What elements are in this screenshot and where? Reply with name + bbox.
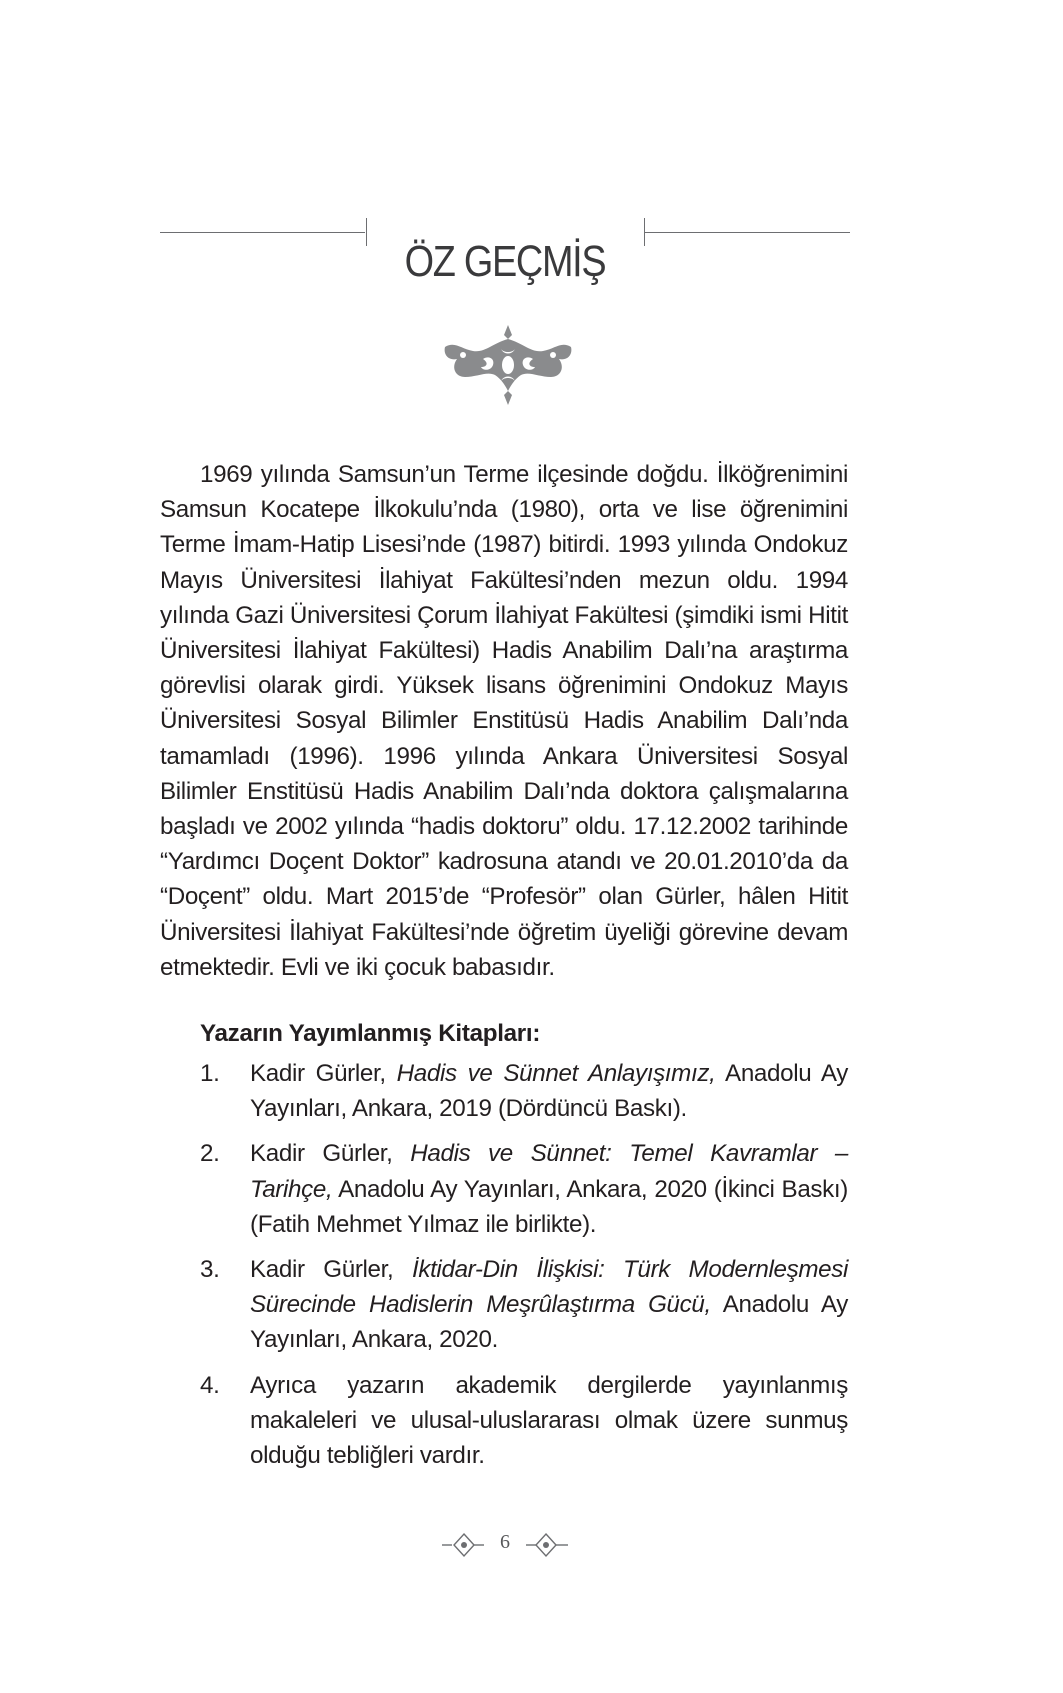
title-rule-right — [645, 232, 850, 233]
list-item — [160, 1252, 848, 1358]
book-title: İktidar-Din İlişkisi: Türk Modernleşmesi Sürecinde Hadislerin Meşrûlaştırma Gücü, — [250, 1256, 849, 1319]
book-author: Kadir Gürler, — [250, 1256, 412, 1284]
title-tick-left — [366, 218, 367, 246]
title-block — [160, 205, 850, 287]
books-list — [160, 1056, 848, 1483]
biography-text — [160, 457, 848, 985]
page-number: 6 — [500, 1531, 510, 1553]
book-publication: Anadolu Ay Yayınları, Ankara, 2019 (Dördüncü Baskı). — [250, 1060, 848, 1123]
list-item-number: 3. — [200, 1256, 220, 1284]
book-title: Hadis ve Sünnet: Temel Kavramlar – Tarihçe, — [250, 1140, 848, 1203]
list-item — [160, 1056, 848, 1126]
book-title: Hadis ve Sünnet Anlayışımız, — [396, 1060, 716, 1087]
books-heading: Yazarın Yayımlanmış Kitapları: — [200, 1020, 541, 1047]
list-item — [160, 1136, 848, 1242]
title-rule-left — [160, 232, 365, 233]
book-publication: Anadolu Ay Yayınları, Ankara, 2020. — [250, 1291, 848, 1354]
floral-ornament-icon — [443, 325, 573, 405]
book-publication: Anadolu Ay Yayınları, Ankara, 2020 (İkinci Baskı) (Fatih Mehmet Yılmaz ile birlikte). — [250, 1175, 848, 1238]
book-author: Kadir Gürler, — [250, 1060, 397, 1087]
page-title: ÖZ GEÇMİŞ — [404, 237, 606, 287]
list-item — [160, 1368, 848, 1474]
list-item-number: 4. — [200, 1371, 220, 1399]
biography-paragraph: 1969 yılında Samsun’un Terme ilçesinde doğdu. İlköğrenimini Samsun Kocatepe İlkokulu’nda (1980), orta ve lise öğrenimini Terme İmam-Hatip Lisesi’nde (1987) bitirdi. 1993 yılında Ondokuz Mayıs Üniversitesi İlahiyat Fakültesi’nden mezun oldu. 1994 yılında Gazi Üniversitesi Çorum İlahiyat Fakültesi (şimdiki ismi Hitit Üniversitesi İlahiyat Fakültesi) Hadis Anabilim Dalı’na araştırma görevlisi olarak girdi. Yüksek lisans öğrenimini Ondokuz Mayıs Üniversitesi Sosyal Bilimler Enstitüsü Hadis Anabilim Dalı’nda tamamladı (1996). 1996 yılında Ankara Üniversitesi Sosyal Bilimler Enstitüsü Hadis Anabilim Dalı’nda doktora çalışmalarına başladı ve 2002 yılında “hadis doktoru” oldu. 17.12.2002 tarihinde “Yardımcı Doçent Doktor” kadrosuna atandı ve 20.01.2010’da da “Doçent” oldu. Mart 2015’de “Profesör” olan Gürler, hâlen Hitit Üniversitesi İlahiyat Fakültesi’nde öğretim üyeliği görevine devam etmektedir. Evli ve iki çocuk babasıdır. — [160, 461, 848, 981]
list-item-number: 1. — [200, 1060, 220, 1087]
book-author: Kadir Gürler, — [250, 1140, 411, 1168]
page-footer — [440, 1530, 570, 1560]
list-item-number: 2. — [200, 1140, 220, 1168]
note-text: Ayrıca yazarın akademik dergilerde yayınlanmış makaleleri ve ulusal-uluslararası olmak üzere sunmuş olduğu tebliğleri vardır. — [250, 1371, 848, 1470]
